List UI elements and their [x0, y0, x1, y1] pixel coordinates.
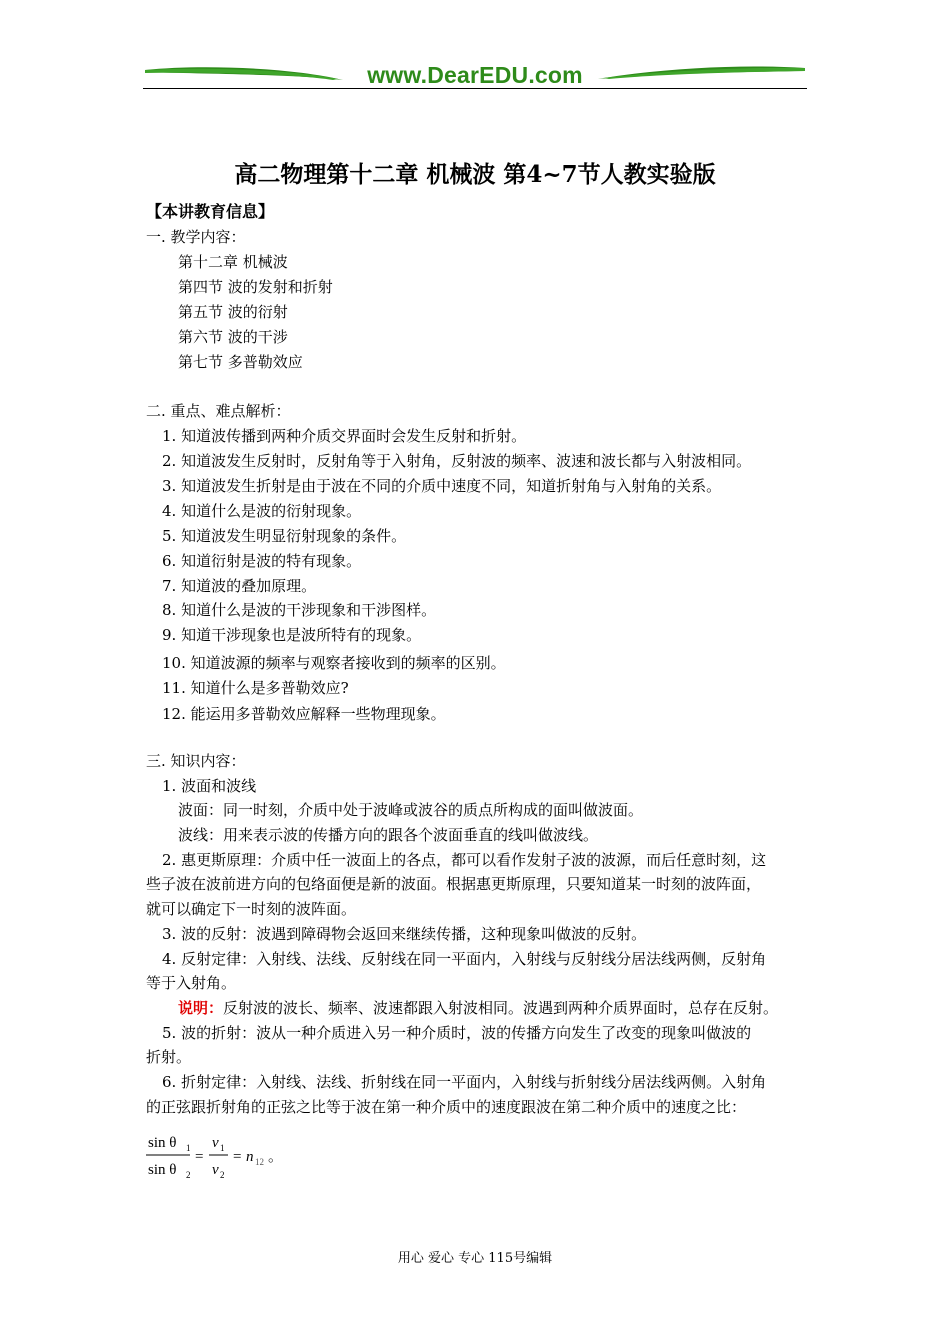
section3-line: 折射。 [146, 1048, 192, 1066]
info-heading: 【本讲教育信息】 [146, 202, 275, 221]
section3-line: 1. 波面和波线 [162, 777, 257, 795]
section2-item: 11. 知道什么是多普勒效应? [162, 679, 349, 697]
formula-result: n [246, 1149, 254, 1165]
section2-item: 3. 知道波发生折射是由于波在不同的介质中速度不同，知道折射角与入射角的关系。 [162, 477, 722, 495]
section2-item: 2. 知道波发生反射时，反射角等于入射角，反射波的频率、波速和波长都与入射波相同。 [162, 452, 752, 470]
section3-line: 的正弦跟折射角的正弦之比等于波在第一种介质中的速度跟波在第二种介质中的速度之比： [146, 1098, 747, 1116]
formula-den-left: sin θ [148, 1162, 177, 1178]
site-logo-text: www.DearEDU.com [367, 62, 583, 88]
section1-item: 第六节 波的干涉 [178, 328, 288, 346]
section2-heading: 二. 重点、难点解析： [146, 402, 291, 420]
section1-heading: 一. 教学内容： [146, 228, 246, 246]
formula-num-right: v [212, 1135, 219, 1151]
formula-num-left: sin θ [148, 1135, 177, 1151]
section2-item: 10. 知道波源的频率与观察者接收到的频率的区别。 [162, 654, 506, 672]
formula-num-left-sub: 1 [186, 1143, 191, 1153]
section3-line: 波面：同一时刻，介质中处于波峰或波谷的质点所构成的面叫做波面。 [178, 801, 644, 819]
header-rule [143, 88, 807, 89]
section3-line: 6. 折射定律：入射线、法线、折射线在同一平面内，入射线与折射线分居法线两侧。入射角 [162, 1073, 767, 1091]
section1-item: 第四节 波的发射和折射 [178, 278, 333, 296]
formula-eq2: = [233, 1149, 242, 1165]
formula-end: 。 [268, 1149, 284, 1165]
section1-item: 第七节 多普勒效应 [178, 353, 303, 371]
note-label: 说明： [178, 999, 224, 1017]
section1-item: 第十二章 机械波 [178, 253, 288, 271]
section2-item: 12. 能运用多普勒效应解释一些物理现象。 [162, 705, 446, 723]
section2-item: 6. 知道衍射是波的特有现象。 [162, 552, 362, 570]
section2-item: 5. 知道波发生明显衍射现象的条件。 [162, 527, 407, 545]
section2-item: 9. 知道干涉现象也是波所特有的现象。 [162, 626, 422, 644]
section3-line: 4. 反射定律：入射线、法线、反射线在同一平面内，入射线与反射线分居法线两侧，反射角 [162, 950, 767, 968]
section3-line: 2. 惠更斯原理：介质中任一波面上的各点，都可以看作发射子波的波源，而后任意时刻，这 [162, 851, 767, 869]
section3-line: 5. 波的折射：波从一种介质进入另一种介质时，波的传播方向发生了改变的现象叫做波的 [162, 1024, 752, 1042]
page-footer: 用心 爱心 专心 115号编辑 [397, 1251, 553, 1266]
section3-line: 等于入射角。 [146, 974, 237, 992]
page-title: 高二物理第十二章 机械波 第4~7节人教实验版 [234, 161, 716, 188]
section3-line: 3. 波的反射：波遇到障碍物会返回来继续传播，这种现象叫做波的反射。 [162, 925, 647, 943]
formula-eq1: = [195, 1149, 204, 1165]
formula-num-right-sub: 1 [220, 1143, 225, 1153]
formula-den-left-sub: 2 [186, 1170, 191, 1180]
section2-item: 1. 知道波传播到两种介质交界面时会发生反射和折射。 [162, 427, 527, 445]
section3-line: 些子波在波前进方向的包络面便是新的波面。根据惠更斯原理，只要知道某一时刻的波阵面， [146, 875, 762, 893]
note-line [178, 998, 778, 1018]
refraction-formula [146, 1128, 286, 1184]
section2-item: 8. 知道什么是波的干涉现象和干涉图样。 [162, 601, 437, 619]
section3-line: 就可以确定下一时刻的波阵面。 [146, 900, 357, 918]
formula-den-right-sub: 2 [220, 1170, 225, 1180]
note-text: 反射波的波长、频率、波速都跟入射波相同。波遇到两种介质界面时，总存在反射。 [223, 999, 779, 1017]
section2-item: 7. 知道波的叠加原理。 [162, 577, 317, 595]
formula-den-right: v [212, 1162, 219, 1178]
section1-item: 第五节 波的衍射 [178, 303, 288, 321]
section3-heading: 三. 知识内容： [146, 752, 246, 770]
section2-item: 4. 知道什么是波的衍射现象。 [162, 502, 362, 520]
formula-result-sub: 12 [255, 1157, 264, 1167]
section3-line: 波线：用来表示波的传播方向的跟各个波面垂直的线叫做波线。 [178, 826, 599, 844]
